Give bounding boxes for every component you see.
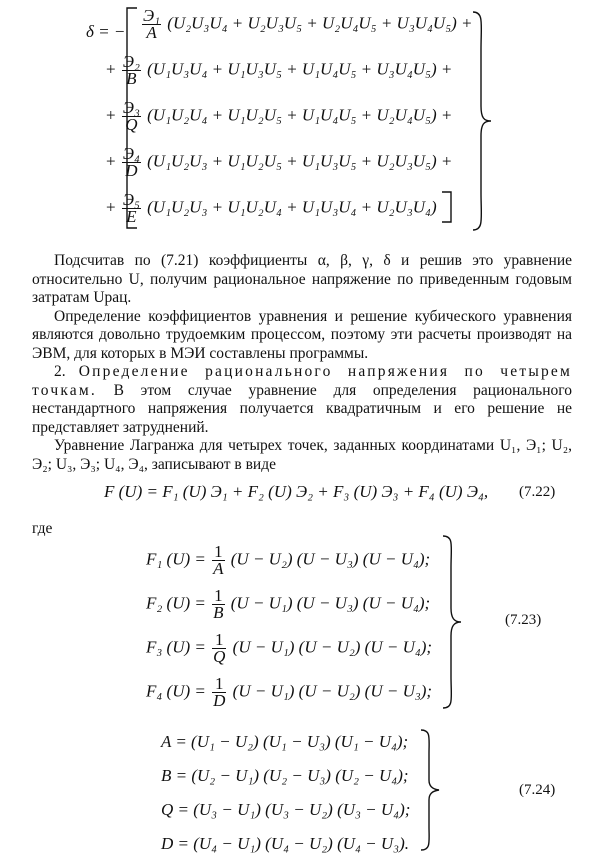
- where-word: где: [32, 520, 53, 537]
- equation-number-7-23: (7.23): [505, 612, 542, 628]
- delta-lhs: δ = −: [86, 22, 126, 41]
- q-line: Q = (U₃ − U₁) (U₃ − U₂) (U₃ − U₄);: [161, 800, 411, 819]
- equation-number-7-24: (7.24): [519, 782, 556, 798]
- fraction: $\frac{1}{A}$: [213, 542, 224, 578]
- equation-number-7-22: (7.22): [519, 484, 556, 500]
- fraction: $\frac{1}{B}$: [213, 586, 224, 622]
- fraction: $\frac{1}{Q}$: [213, 630, 226, 666]
- f3-line: F₃ (U) = $\frac{1}{Q}$ (U − U₁) (U − U₂) (U − U₄);: [146, 630, 433, 666]
- right-curly-brace: [470, 10, 494, 232]
- paragraph-1: Подсчитав по (7.21) коэффициенты α, β, γ, δ и решив это уравнение относительно U, получим рациональное напряжение по приведенным годовым затратам Uрац.: [32, 252, 572, 306]
- right-square-bracket: [440, 190, 454, 224]
- fraction: $\frac{\text{Э₃}}{Q}$: [122, 98, 140, 134]
- body-text: [32, 252, 572, 474]
- f1-line: F₁ (U) = $\frac{1}{A}$ (U − U₂) (U − U₃) (U − U₄);: [146, 542, 431, 578]
- f2-line: F₂ (U) = $\frac{1}{B}$ (U − U₁) (U − U₃) (U − U₄);: [146, 586, 431, 622]
- section-heading-spaced: Определение рационального напряжения по четырем точкам.: [32, 363, 573, 399]
- fraction: $\frac{\text{Э₄}}{D}$: [122, 144, 140, 180]
- b-line: B = (U₂ − U₁) (U₂ − U₃) (U₂ − U₄);: [161, 766, 409, 785]
- delta-line-1: $\frac{\text{Э₁}}{A}$ (U₂U₃U₄ + U₂U₃U₅ + U₂U₄U₅ + U₃U₄U₅) +: [143, 6, 473, 42]
- a-line: A = (U₁ − U₂) (U₁ − U₃) (U₁ − U₄);: [161, 732, 409, 751]
- delta-line-5: + $\frac{\text{Э₅}}{E}$ (U₁U₂U₃ + U₁U₂U₄ + U₁U₃U₄ + U₂U₃U₄): [106, 190, 437, 226]
- f4-line: F₄ (U) = $\frac{1}{D}$ (U − U₁) (U − U₂) (U − U₃);: [146, 674, 433, 710]
- curly-brace-7-23: [440, 534, 464, 710]
- delta-line-3: + $\frac{\text{Э₃}}{Q}$ (U₁U₂U₄ + U₁U₂U₅ + U₁U₄U₅ + U₂U₄U₅) +: [106, 98, 453, 134]
- fraction: $\frac{1}{D}$: [213, 674, 226, 710]
- paragraph-3: 2. Определение рационального напряжения по четырем точкам. В этом случае уравнение для определения рационального нестандартного напряжения получается квадратичным и его решение не представляет затруднений.: [32, 363, 573, 436]
- delta-line-2: + $\frac{\text{Э₂}}{B}$ (U₁U₃U₄ + U₁U₃U₅ + U₁U₄U₅ + U₃U₄U₅) +: [106, 52, 453, 88]
- fraction: $\frac{\text{Э₁}}{A}$: [143, 6, 161, 42]
- fraction: $\frac{\text{Э₂}}{B}$: [122, 52, 140, 88]
- delta-line-4: + $\frac{\text{Э₄}}{D}$ (U₁U₂U₃ + U₁U₂U₅ + U₁U₃U₅ + U₂U₃U₅) +: [106, 144, 453, 180]
- fraction: $\frac{\text{Э₅}}{E}$: [122, 190, 140, 226]
- paragraph-2: Определение коэффициентов уравнения и решение кубического уравнения являются довольно трудоемким процессом, поэтому эти расчеты производят на ЭВМ, для которых в МЭИ составлены программы.: [32, 307, 572, 362]
- d-line: D = (U₄ − U₁) (U₄ − U₂) (U₄ − U₃).: [161, 834, 410, 853]
- paragraph-4: Уравнение Лагранжа для четырех точек, заданных координатами U₁, Э₁; U₂, Э₂; U₃, Э₃; U₄, Э₄, записывают в виде: [32, 437, 572, 473]
- equation-7-22: F (U) = F₁ (U) Э₁ + F₂ (U) Э₂ + F₃ (U) Э₃ + F₄ (U) Э₄,: [104, 482, 489, 501]
- curly-brace-7-24: [418, 728, 442, 852]
